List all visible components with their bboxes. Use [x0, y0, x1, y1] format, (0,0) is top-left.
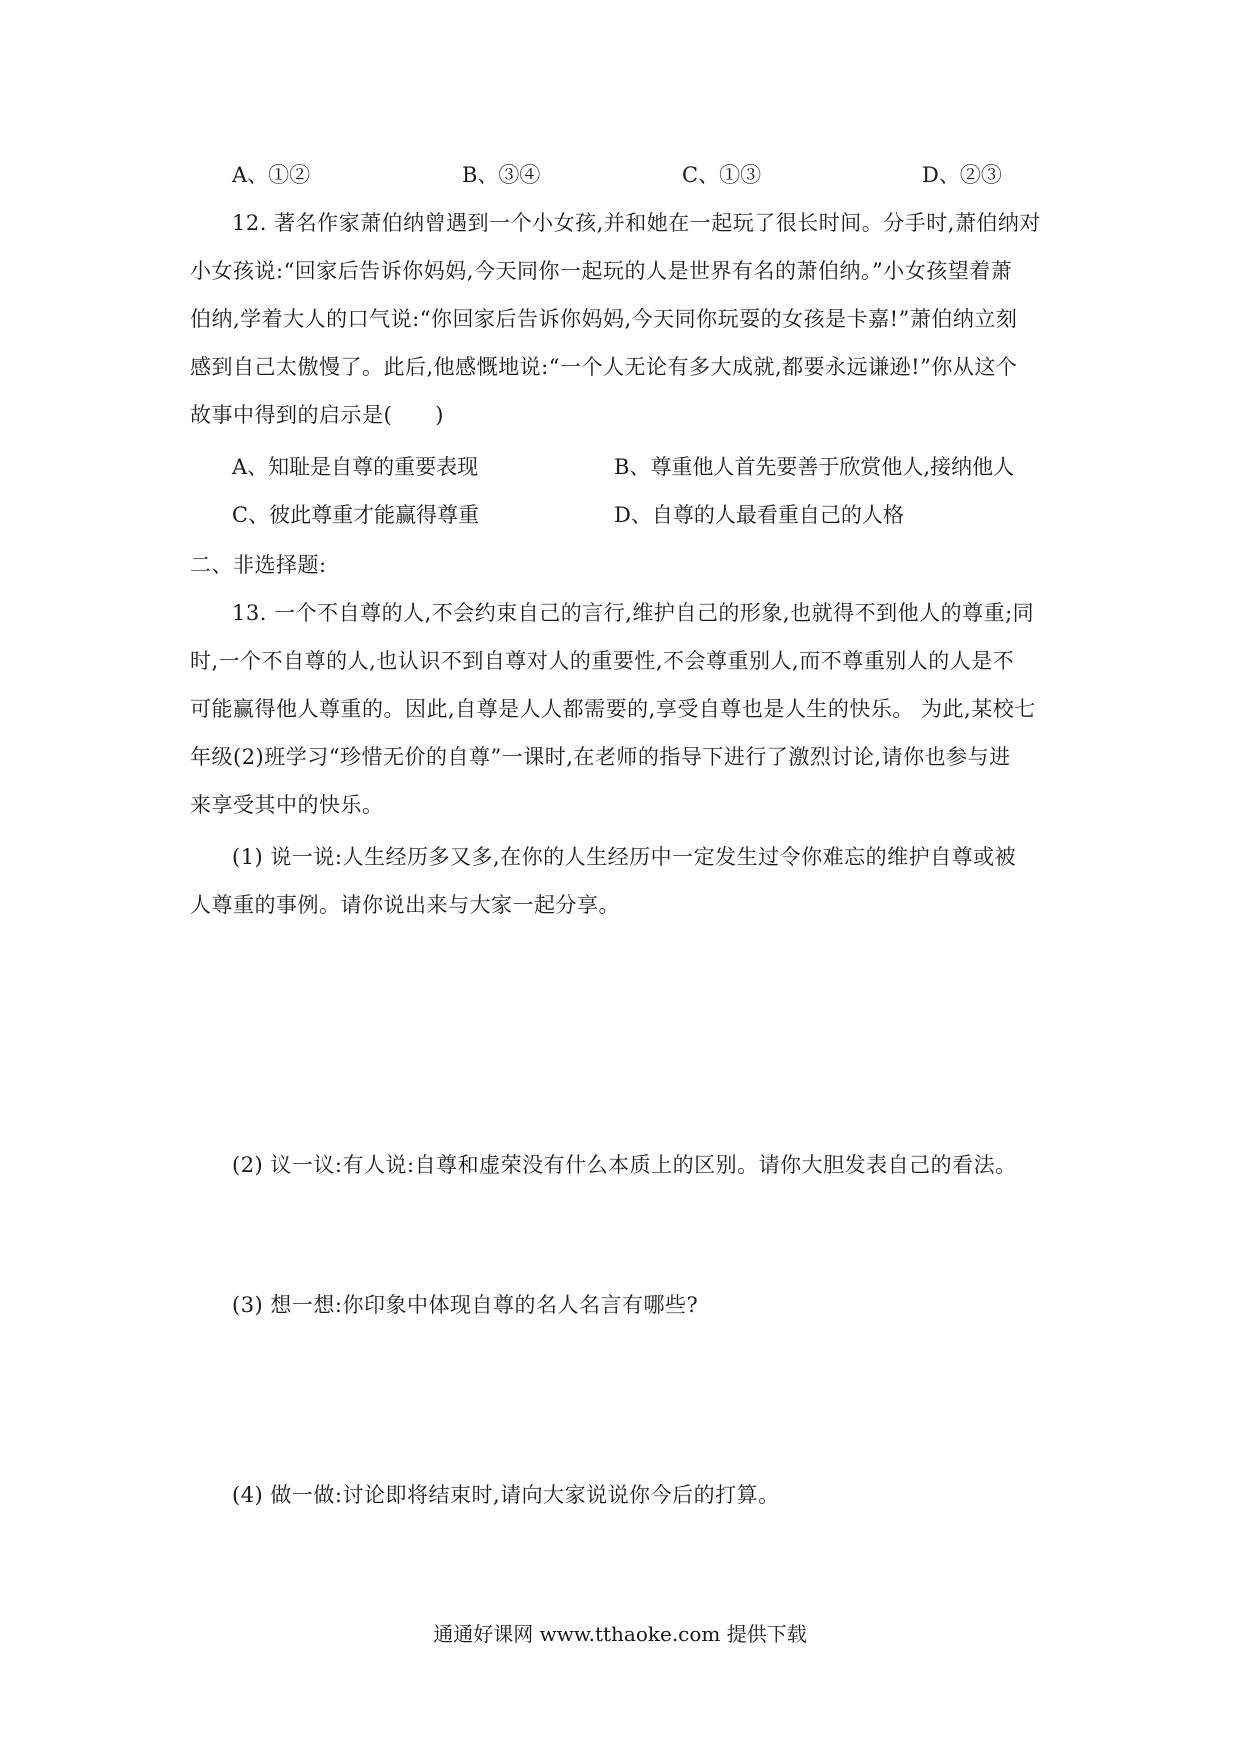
q12-option-a: A、知耻是自尊的重要表现: [232, 455, 479, 479]
section-heading: 二、非选择题:: [190, 553, 327, 577]
q12-line-1: 12. 著名作家萧伯纳曾遇到一个小女孩,并和她在一起玩了很长时间。分手时,萧伯纳对: [232, 211, 1041, 235]
q13-line-3: 可能赢得他人尊重的。因此,自尊是人人都需要的,享受自尊也是人生的快乐。 为此,某校七: [190, 697, 1036, 721]
q11-option-d: D、②③: [922, 163, 1002, 187]
q11-option-b: B、③④: [462, 163, 541, 187]
q11-option-c: C、①③: [682, 163, 762, 187]
q13-sub2: (2) 议一议:有人说:自尊和虚荣没有什么本质上的区别。请你大胆发表自己的看法。: [232, 1153, 1017, 1177]
q13-line-2: 时,一个不自尊的人,也认识不到自尊对人的重要性,不会尊重别人,而不尊重别人的人是不: [190, 649, 1015, 673]
q12-line-2: 小女孩说:“回家后告诉你妈妈,今天同你一起玩的人是世界有名的萧伯纳。”小女孩望着萧: [190, 259, 1013, 283]
q11-option-a: A、①②: [232, 163, 311, 187]
q13-line-4: 年级(2)班学习“珍惜无价的自尊”一课时,在老师的指导下进行了激烈讨论,请你也参与进: [190, 745, 1011, 769]
q13-sub1-line-2: 人尊重的事例。请你说出来与大家一起分享。: [190, 893, 620, 917]
q13-sub4: (4) 做一做:讨论即将结束时,请向大家说说你今后的打算。: [232, 1483, 780, 1507]
q12-line-3: 伯纳,学着大人的口气说:“你回家后告诉你妈妈,今天同你玩耍的女孩是卡嘉!”萧伯纳立刻: [190, 307, 1018, 331]
q13-sub1-line-1: (1) 说一说:人生经历多又多,在你的人生经历中一定发生过令你难忘的维护自尊或被: [232, 845, 1017, 869]
q13-sub3: (3) 想一想:你印象中体现自尊的名人名言有哪些?: [232, 1293, 699, 1317]
q12-option-d: D、自尊的人最看重自己的人格: [614, 503, 904, 527]
page-footer: 通通好课网 www.tthaoke.com 提供下载: [433, 1622, 807, 1646]
q12-line-4: 感到自己太傲慢了。此后,他感慨地说:“一个人无论有多大成就,都要永远谦逊!”你从这个: [190, 355, 1018, 379]
q12-option-b: B、尊重他人首先要善于欣赏他人,接纳他人: [614, 455, 1015, 479]
q12-line-5: 故事中得到的启示是( ): [190, 403, 444, 427]
q12-option-c: C、彼此尊重才能赢得尊重: [232, 503, 480, 527]
q13-line-1: 13. 一个不自尊的人,不会约束自己的言行,维护自己的形象,也就得不到他人的尊重;同: [232, 601, 1035, 625]
q13-line-5: 来享受其中的快乐。: [190, 793, 384, 817]
